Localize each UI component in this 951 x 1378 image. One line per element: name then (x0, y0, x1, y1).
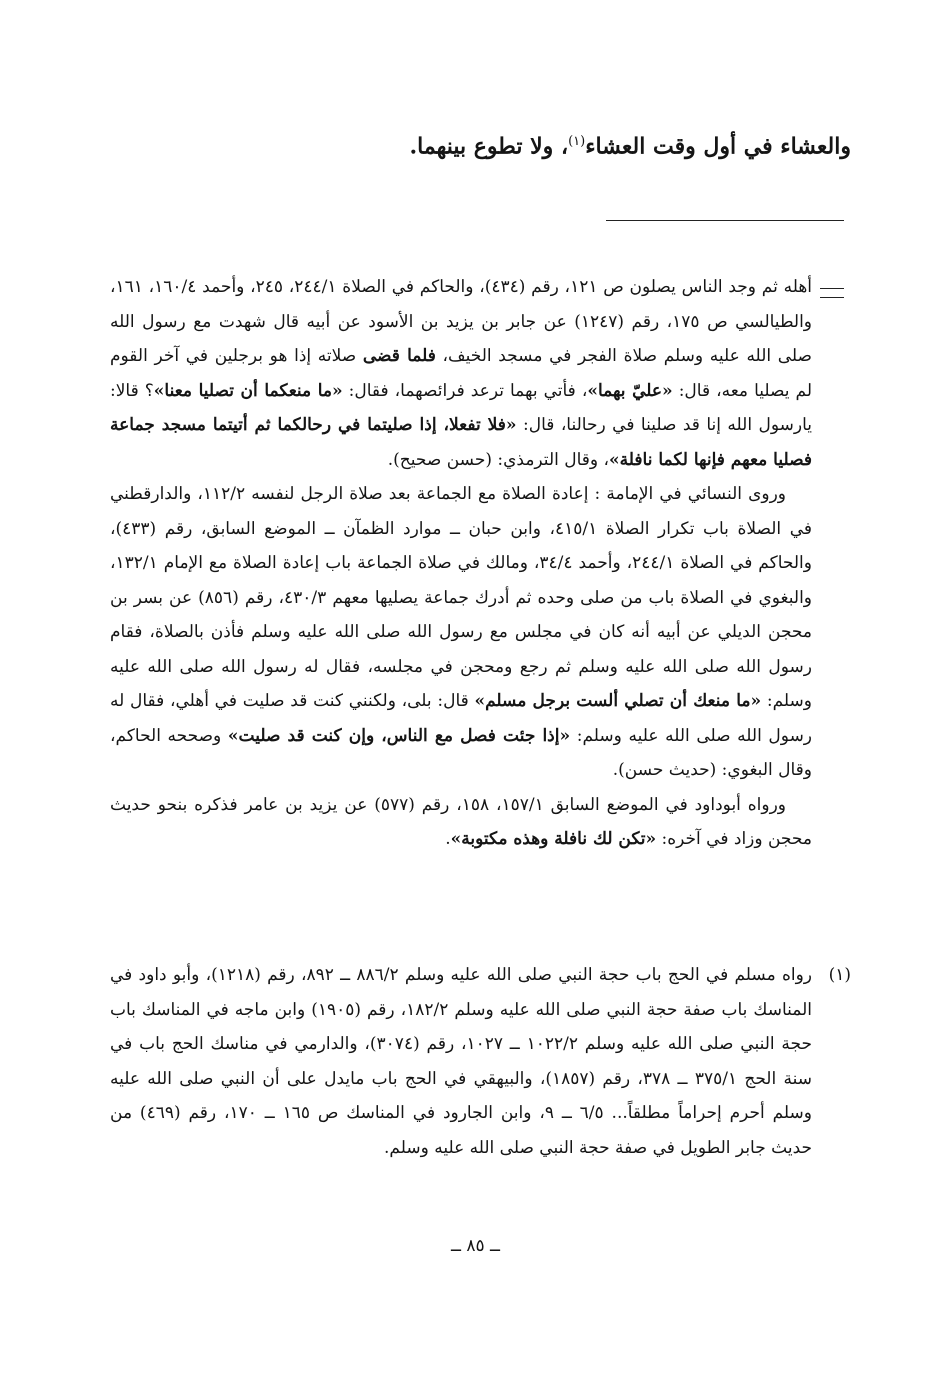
hadith-quote: «ما منعكما أن تصليا معنا» (153, 380, 343, 401)
footnote-text: . (445, 829, 451, 849)
footnote-bold-text: فلما قضى (362, 346, 436, 366)
footnote-text: وروى النسائي في الإمامة : إعادة الصلاة مع الجماعة بعد صلاة الرجل لنفسه ١١٢/٢، والدارقطني في الصلاة باب تكرار الصلاة ٤١٥/١، وابن حبان ــ موارد الظمآن ــ الموضع السابق، رقم (٤٣٣)، والحاكم في الصلاة ٢٤٤/١، وأحمد ٣٤/٤، ومالك في صلاة الجماعة باب إعادة الصلاة مع الإمام ١٣٢/١، والبغوي في الصلاة باب من صلى وحده ثم أدرك جماعة يصليها معهم ٤٣٠/٣، رقم (٨٥٦) عن بسر بن محجن الديلي عن أبيه أنه كان في مجلس مع رسول الله صلى الله عليه وسلم فأذن بالصلاة، فقام رسول الله صلى الله عليه وسلم ثم رجع ومحجن في مجلسه، فقال له رسول الله صلى الله عليه وسلم: (110, 484, 813, 711)
hadith-quote: «فلا تفعلا، إذا صليتما في رحالكما ثم أتيتما مسجد جماعة فصليا معهم فإنها لكما نافلة» (110, 415, 812, 470)
footnote-text: وصححه الحاكم، وقال البغوي: (حديث حسن). (110, 725, 812, 780)
footnote-text: ، وقال الترمذي: (حسن صحيح). (387, 449, 610, 470)
footnote-text: أهله ثم وجد الناس يصلون ص ١٢١، رقم (٤٣٤)، والحاكم في الصلاة ٢٤٤/١، ٢٤٥، وأحمد ١٦٠/٤، ١٦١، والطيالسي ص ١٧٥، رقم (١٢٤٧) عن جابر بن يزيد بن الأسود عن أبيه قال شهدت مع رسول الله صلى الله عليه وسلم صلاة الفجر في مسجد الخيف، (110, 277, 813, 366)
footnote-1-text: رواه مسلم في الحج باب حجة النبي صلى الله عليه وسلم ٨٨٦/٢ ــ ٨٩٢، رقم (١٢١٨)، وأبو داود في المناسك باب صفة حجة النبي صلى الله عليه وسلم ١٨٢/٢، رقم (١٩٠٥) وابن ماجه في المناسك باب حجة النبي صلى الله عليه وسلم ١٠٢٢/٢ ــ ١٠٢٧، رقم (٣٠٧٤)، والدارمي في مناسك الحج باب في سنة الحج ٣٧٥/١ ــ ٣٧٨، رقم (١٨٥٧)، والبيهقي في الحج باب مايدل على أن النبي صلى الله عليه وسلم أحرم إحراماً مطلقاً... ٦/٥ ــ ٩، وابن الجارود في المناسك ص ١٦٥ ــ ١٧٠، رقم (٤٦٩) من حديث جابر الطويل في صفة حجة النبي صلى الله عليه وسلم. (110, 965, 813, 1158)
main-text-end: ، ولا تطوع بينهما. (409, 133, 569, 160)
footnote-paragraph (110, 477, 812, 788)
footnote-text: قال: بلى، ولكنني كنت قد صليت في أهلي، فقال له رسول الله صلى الله عليه وسلم: (110, 691, 813, 746)
footnote-continuation (110, 270, 812, 857)
footnote-text: ورواه أبوداود في الموضع السابق ١٥٧/١، ١٥٨، رقم (٥٧٧) عن يزيد بن عامر فذكره بنحو حديث محجن وزاد في آخره: (110, 794, 812, 849)
main-text-line (80, 122, 851, 166)
footnote-1 (110, 958, 812, 1165)
footnote-separator (606, 220, 844, 221)
footnote-text: ؟ قالا: يارسول الله إنا قد صلينا في رحالنا، قال: (110, 380, 813, 435)
footnote-text: ، فأتي بهما ترعد فرائصهما، فقال: (342, 380, 588, 401)
footnote-text: صلاته إذا هو برجلين في آخر القوم لم يصليا معه، قال: (110, 346, 813, 401)
main-text: والعشاء في أول وقت العشاء (585, 133, 851, 160)
hadith-quote: «تكن لك نافلة وهذه مكتوبة» (450, 829, 657, 849)
hadith-quote: «عليّ بهما» (587, 380, 673, 401)
page-number: ــ ٨٥ ــ (450, 1236, 500, 1256)
footnote-number: (١) (828, 965, 851, 985)
hadith-quote: «ما منعك أن تصلي ألست برجل مسلم» (474, 691, 762, 711)
footnote-paragraph (110, 788, 812, 857)
footnote-reference: (١) (568, 134, 586, 149)
footnote-paragraph (110, 270, 812, 477)
footnote-continuation-mark (820, 288, 844, 298)
hadith-quote: «إذا جئت فصل مع الناس، وإن كنت قد صليت» (227, 725, 571, 746)
